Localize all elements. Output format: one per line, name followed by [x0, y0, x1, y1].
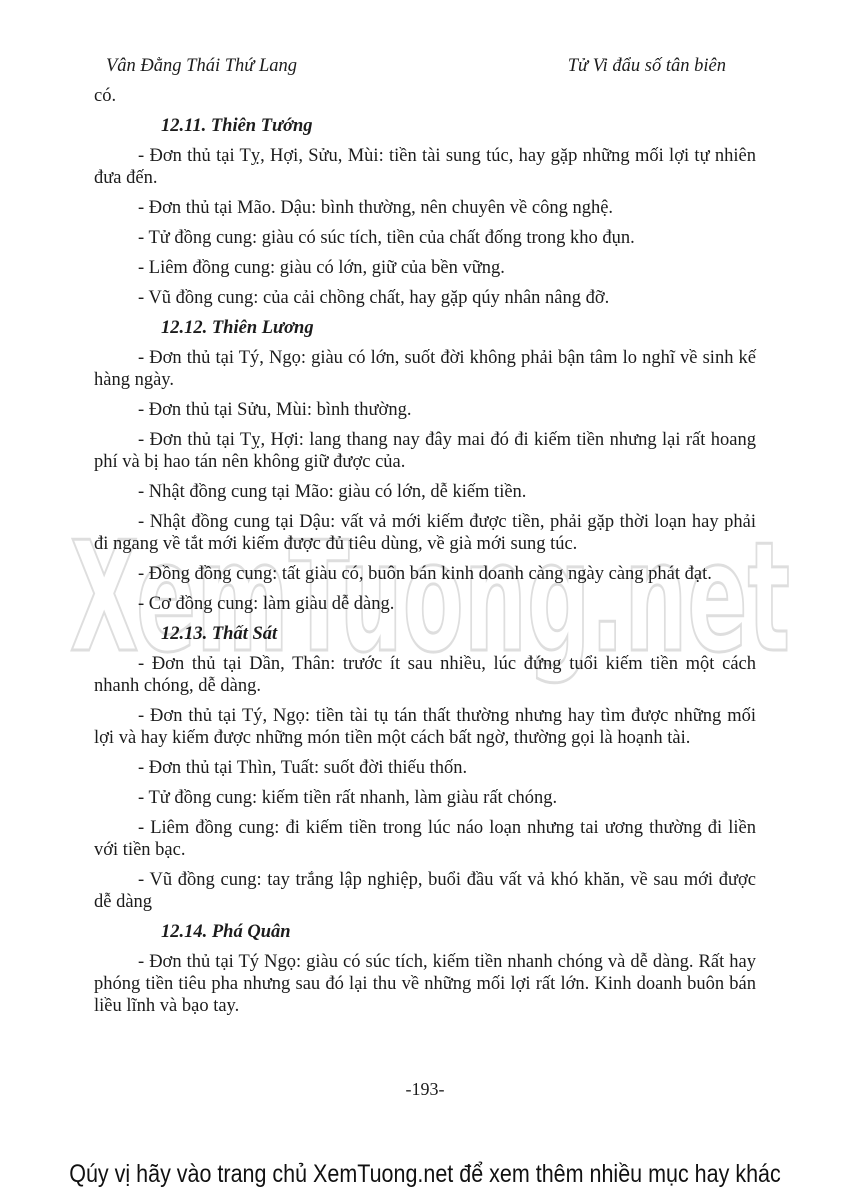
header-book-title: Tử Vi đẩu số tân biên — [567, 56, 726, 76]
paragraph: - Đơn thủ tại Tỵ, Hợi: lang thang nay đây mai đó đi kiếm tiền nhưng lại rất hoang phí và bị hao tán nên không giữ được của. — [94, 430, 756, 472]
paragraph: - Đơn thủ tại Mão. Dậu: bình thường, nên chuyên về công nghệ. — [138, 198, 614, 218]
paragraph: - Đồng đồng cung: tất giàu có, buôn bán kinh doanh càng ngày càng phát đạt. — [138, 564, 712, 584]
paragraph: - Liêm đồng cung: giàu có lớn, giữ của bền vững. — [138, 258, 505, 278]
paragraph: - Đơn thủ tại Dần, Thân: trước ít sau nhiều, lúc đứng tuổi kiếm tiền một cách nhanh chóng, dễ dàng. — [94, 654, 756, 696]
watermark-text: XemTuong.net — [70, 509, 790, 686]
section-title-thien-luong: 12.12. Thiên Lương — [161, 318, 314, 338]
paragraph: - Liêm đồng cung: đi kiếm tiền trong lúc náo loạn nhưng tai ương thường đi liền với tiền bạc. — [94, 818, 756, 860]
page-number: -193- — [405, 1079, 445, 1099]
paragraph: - Đơn thủ tại Thìn, Tuất: suốt đời thiếu thốn. — [138, 758, 468, 778]
paragraph: - Tử đồng cung: giàu có súc tích, tiền của chất đống trong kho đụn. — [138, 228, 635, 248]
header-author: Vân Đằng Thái Thứ Lang — [106, 56, 298, 76]
paragraph: - Đơn thủ tại Tý, Ngọ: giàu có lớn, suốt đời không phải bận tâm lo nghĩ về sinh kế hàng ngày. — [94, 348, 756, 390]
paragraph: - Cơ đồng cung: làm giàu dễ dàng. — [138, 594, 395, 614]
intro-text: có. — [94, 86, 117, 106]
page-header — [0, 56, 850, 82]
paragraph: - Đơn thủ tại Tý, Ngọ: tiền tài tụ tán thất thường nhưng hay tìm được những mối lợi và hay kiếm được những món tiền một cách bất ngờ, thường gọi là hoạnh tài. — [94, 706, 756, 748]
paragraph: - Nhật đồng cung tại Mão: giàu có lớn, dễ kiếm tiền. — [138, 482, 527, 502]
section-title-thien-tuong: 12.11. Thiên Tướng — [161, 116, 313, 136]
footer-banner: Qúy vị hãy vào trang chủ XemTuong.net để xem thêm nhiều mục hay khác — [69, 1160, 781, 1188]
paragraph: - Đơn thủ tại Tý Ngọ: giàu có súc tích, kiếm tiền nhanh chóng và dễ dàng. Rất hay phóng tiền tiêu pha nhưng sau đó lại thu về những mối lợi rất lớn. Kinh doanh buôn bán liều lĩnh và bạo tay. — [94, 952, 756, 1016]
page-body — [94, 85, 756, 1025]
section-title-that-sat: 12.13. Thất Sát — [161, 624, 278, 644]
section-title-pha-quan: 12.14. Phá Quân — [161, 922, 291, 942]
paragraph: - Nhật đồng cung tại Dậu: vất vả mới kiếm được tiền, phải gặp thời loạn hay phải đi ngang về tắt mới kiếm được đủ tiêu dùng, về già mới sung túc. — [94, 512, 756, 554]
paragraph: - Vũ đồng cung: của cải chồng chất, hay gặp qúy nhân nâng đỡ. — [138, 288, 610, 308]
paragraph: - Đơn thủ tại Sửu, Mùi: bình thường. — [138, 400, 412, 420]
paragraph: - Đơn thủ tại Tỵ, Hợi, Sửu, Mùi: tiền tài sung túc, hay gặp những mối lợi tự nhiên đưa đến. — [94, 146, 756, 188]
paragraph: - Vũ đồng cung: tay trắng lập nghiệp, buổi đầu vất vả khó khăn, về sau mới được dễ dàng — [94, 870, 756, 912]
paragraph: - Tử đồng cung: kiếm tiền rất nhanh, làm giàu rất chóng. — [138, 788, 558, 808]
